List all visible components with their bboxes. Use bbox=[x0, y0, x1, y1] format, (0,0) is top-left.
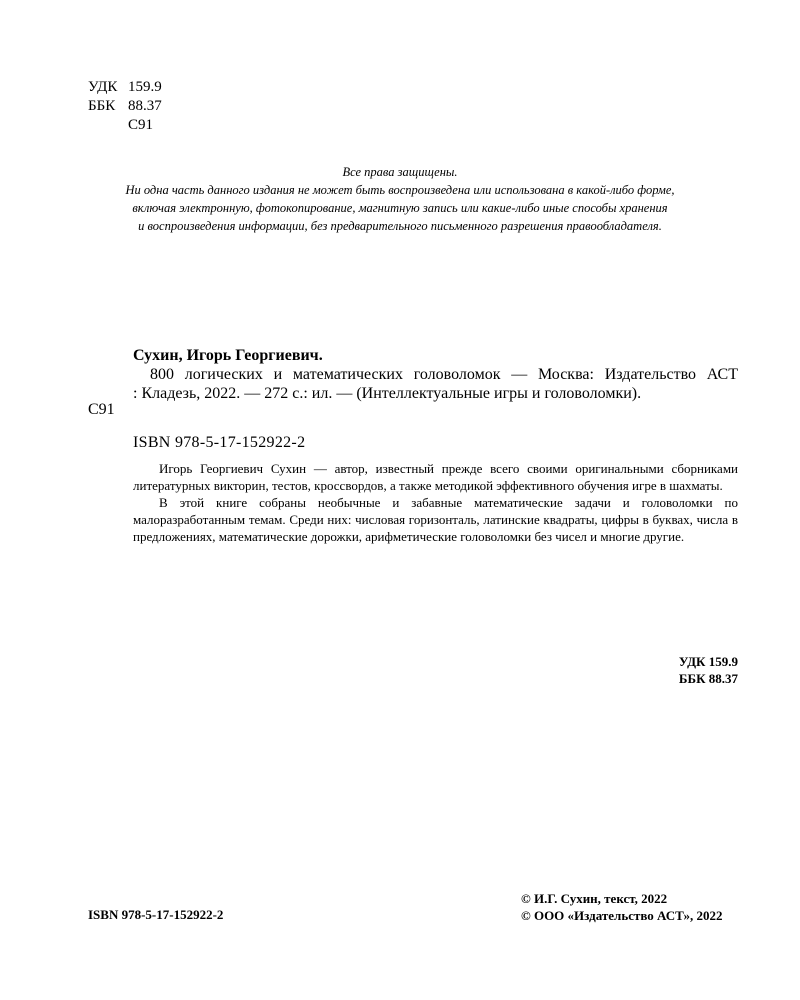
author-mark-top: С91 bbox=[128, 117, 154, 133]
copyright-publisher: © ООО «Издательство АСТ», 2022 bbox=[521, 908, 723, 923]
rights-notice bbox=[60, 163, 740, 235]
author-name: Сухин, Игорь Георгиевич. bbox=[133, 347, 323, 364]
udk-label: УДК bbox=[88, 79, 118, 95]
udk-value: 159.9 bbox=[128, 79, 162, 95]
classification-top bbox=[88, 78, 162, 135]
rights-title: Все права защищены. bbox=[342, 165, 458, 179]
annotation bbox=[133, 460, 738, 545]
copyright-block bbox=[521, 890, 723, 924]
rights-line-3: и воспроизведения информации, без предварительного письменного разрешения правообладателя. bbox=[138, 219, 662, 233]
bibliographic-description bbox=[133, 346, 738, 403]
bbk-right: ББК 88.37 bbox=[678, 671, 738, 686]
author-mark: С91 bbox=[88, 401, 115, 418]
bib-title-line: 800 логических и математических головоломок — Москва: Издательство АСТ bbox=[150, 366, 738, 383]
bib-publisher-line: : Кладезь, 2022. — 272 с.: ил. — (Интеллектуальные игры и головоломки). bbox=[133, 385, 642, 402]
classification-right bbox=[679, 653, 738, 687]
bbk-value: 88.37 bbox=[128, 98, 162, 114]
isbn-main: ISBN 978-5-17-152922-2 bbox=[133, 434, 306, 451]
bbk-row bbox=[88, 97, 162, 116]
copyright-author: © И.Г. Сухин, текст, 2022 bbox=[521, 891, 668, 906]
rights-line-1: Ни одна часть данного издания не может быть воспроизведена или использована в какой-либо форме, bbox=[125, 183, 675, 197]
annotation-paragraph-2: В этой книге собраны необычные и забавные математические задачи и головоломки по малоразработанным темам. Среди них: числовая горизонталь, латинские квадраты, цифры в буквах, числа в предложениях, математические дорожки, арифметические головоломки без чисел и многие другие. bbox=[133, 495, 738, 544]
rights-line-2: включая электронную, фотокопирование, магнитную запись или какие-либо иные способы хранения bbox=[132, 201, 668, 215]
isbn-bottom: ISBN 978-5-17-152922-2 bbox=[88, 907, 224, 922]
annotation-paragraph-1: Игорь Георгиевич Сухин — автор, известный прежде всего своими оригинальными сборниками литературных викторин, тестов, кроссвордов, а также методикой эффективного обучения игре в шахматы. bbox=[133, 461, 738, 493]
udk-right: УДК 159.9 bbox=[678, 654, 738, 669]
udk-row bbox=[88, 78, 162, 97]
bbk-label: ББК bbox=[88, 98, 116, 114]
